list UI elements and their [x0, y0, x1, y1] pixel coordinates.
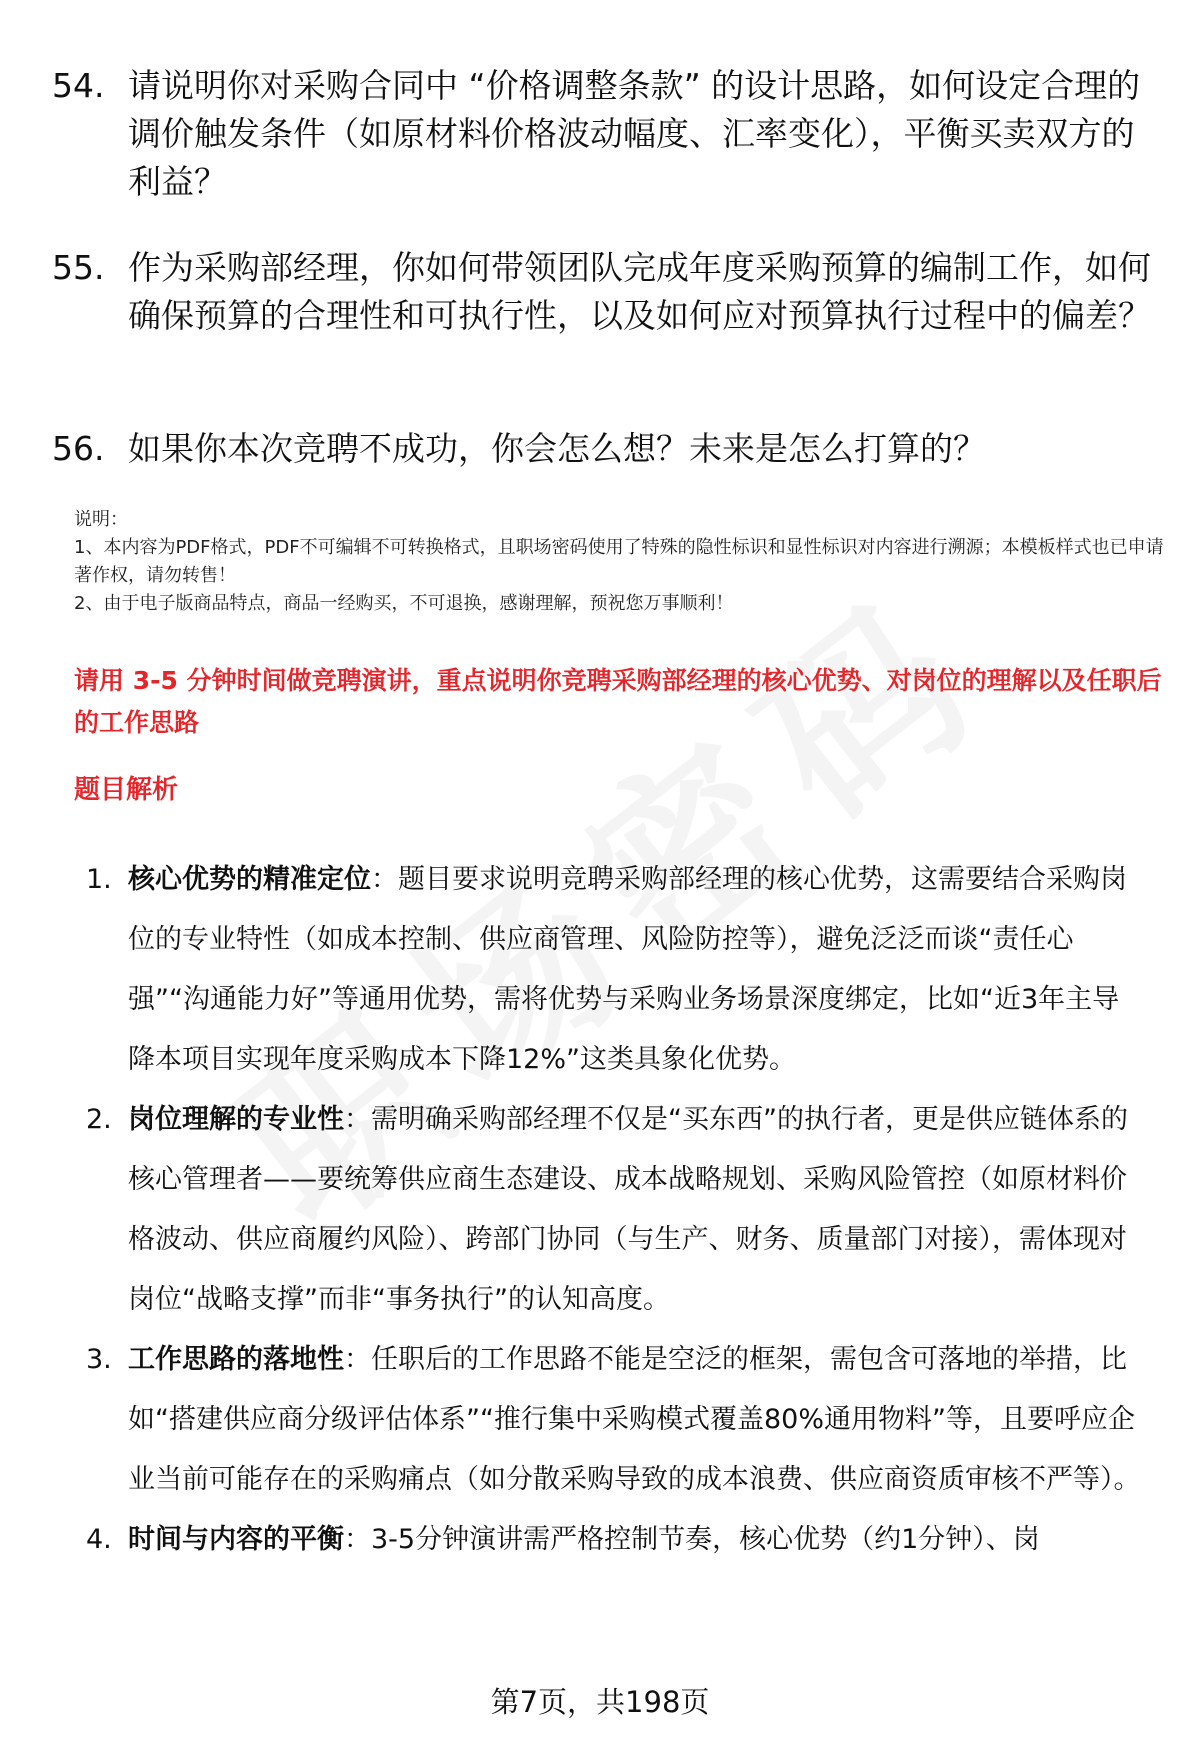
- question-number: 56.: [52, 429, 105, 468]
- item-body: ：需明确采购部经理不仅是“买东西”的执行者，更是供应链体系的核心管理者——要统筹供应商生态建设、成本战略规划、采购风险管控（如原材料价格波动、供应商履约风险）、跨部门协同（与生产、财务、质量部门对接），需体现对岗位“战略支撑”而非“事务执行”的认知高度。: [128, 1104, 1128, 1315]
- analysis-item: [74, 1510, 1144, 1570]
- analysis-title: 题目解析: [74, 775, 179, 805]
- item-number: 1.: [86, 864, 112, 895]
- question-54: [52, 62, 1152, 206]
- item-heading: 核心优势的精准定位: [128, 864, 371, 895]
- notes-line-1: 1、本内容为PDF格式，PDF不可编辑不可转换格式，且职场密码使用了特殊的隐性标识和显性标识对内容进行溯源；本模板样式也已申请著作权，请勿转售！: [74, 537, 1164, 586]
- notes-title: 说明：: [74, 509, 128, 530]
- analysis-item: [74, 1330, 1144, 1510]
- page-footer: 第7页，共198页: [490, 1685, 710, 1719]
- notes-section: [74, 506, 1164, 618]
- analysis-item: [74, 850, 1144, 1090]
- question-56: [52, 425, 1152, 473]
- item-body: ：题目要求说明竞聘采购部经理的核心优势，这需要结合采购岗位的专业特性（如成本控制、供应商管理、风险防控等），避免泛泛而谈“责任心强”“沟通能力好”等通用优势，需将优势与采购业务场景深度绑定，比如“近3年主导降本项目实现年度采购成本下降12%”这类具象化优势。: [128, 864, 1127, 1075]
- notes-line-2: 2、由于电子版商品特点，商品一经购买，不可退换，感谢理解，预祝您万事顺利！: [74, 593, 734, 614]
- question-55: [52, 244, 1152, 340]
- item-heading: 工作思路的落地性: [128, 1344, 344, 1375]
- question-text: 请说明你对采购合同中 “价格调整条款” 的设计思路，如何设定合理的调价触发条件（如原材料价格波动幅度、汇率变化），平衡买卖双方的利益？: [128, 66, 1141, 201]
- question-text: 如果你本次竞聘不成功，你会怎么想？未来是怎么打算的？: [128, 429, 986, 468]
- item-heading: 岗位理解的专业性: [128, 1104, 344, 1135]
- item-number: 4.: [86, 1524, 112, 1555]
- analysis-item: [74, 1090, 1144, 1330]
- speech-prompt: 请用 3-5 分钟时间做竞聘演讲，重点说明你竞聘采购部经理的核心优势、对岗位的理解以及任职后的工作思路: [74, 666, 1162, 737]
- analysis-list: [74, 850, 1144, 1570]
- question-number: 54.: [52, 66, 105, 105]
- question-number: 55.: [52, 248, 105, 287]
- item-body: ：3-5分钟演讲需严格控制节奏，核心优势（约1分钟）、岗: [344, 1524, 1040, 1555]
- item-number: 2.: [86, 1104, 112, 1135]
- item-body: ：任职后的工作思路不能是空泛的框架，需包含可落地的举措，比如“搭建供应商分级评估体系”“推行集中采购模式覆盖80%通用物料”等，且要呼应企业当前可能存在的采购痛点（如分散采购导致的成本浪费、供应商资质审核不严等）。: [128, 1344, 1141, 1495]
- item-number: 3.: [86, 1344, 112, 1375]
- item-heading: 时间与内容的平衡: [128, 1524, 344, 1555]
- question-text: 作为采购部经理，你如何带领团队完成年度采购预算的编制工作，如何确保预算的合理性和可执行性，以及如何应对预算执行过程中的偏差？: [128, 248, 1151, 335]
